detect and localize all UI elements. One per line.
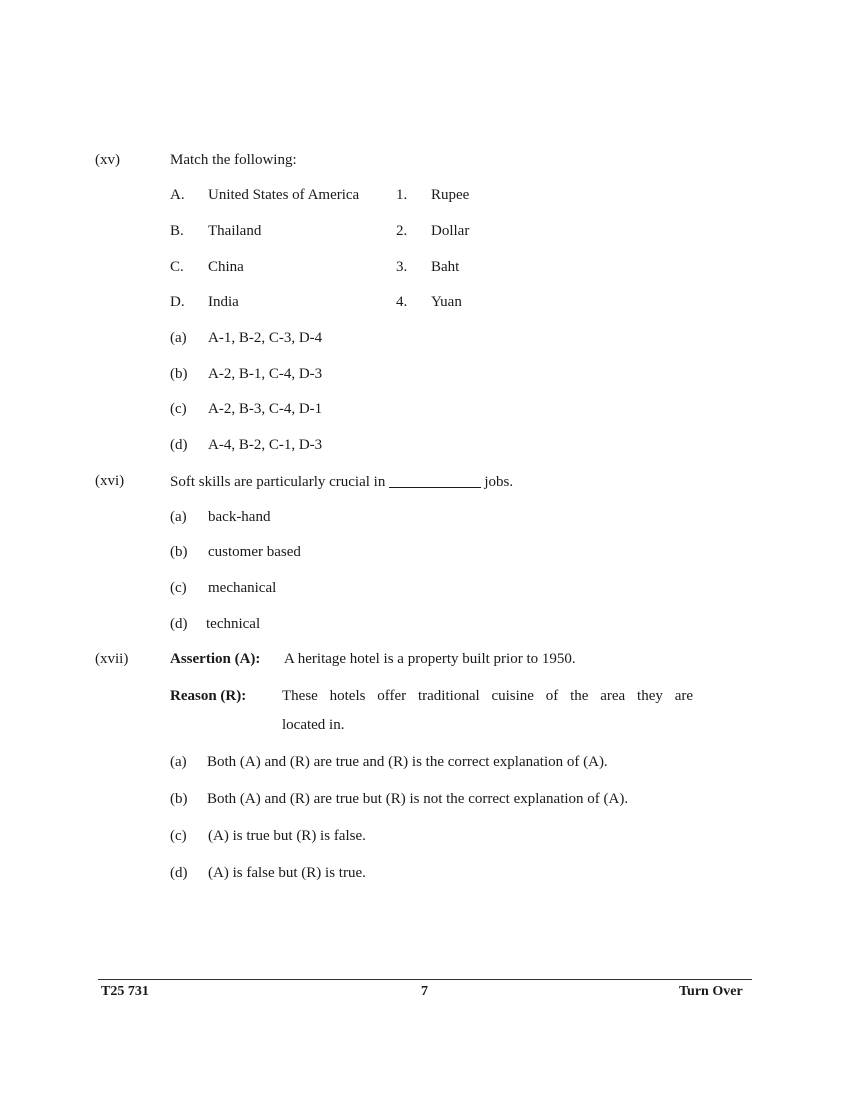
match-left-text: United States of America (208, 187, 360, 203)
match-left-letter: D. (170, 294, 185, 310)
option-text: A-2, B-3, C-4, D-1 (208, 401, 323, 417)
stem-after-blank: jobs. (484, 474, 514, 490)
option-text: A-2, B-1, C-4, D-3 (208, 366, 323, 382)
option-text: Both (A) and (R) are true but (R) is not the correct explanation of (A). (207, 791, 629, 807)
reason-text-line-2: located in. (282, 717, 345, 733)
option-label: (a) (170, 509, 187, 525)
match-right-number: 1. (396, 187, 408, 203)
reason-label: Reason (R): (170, 688, 247, 704)
option-label: (a) (170, 754, 187, 770)
match-right-text: Rupee (431, 187, 470, 203)
option-label: (d) (170, 437, 188, 453)
option-label: (c) (170, 828, 187, 844)
question-stem: Match the following: (170, 152, 297, 168)
option-label: (d) (170, 616, 188, 632)
match-left-text: China (208, 259, 244, 275)
match-right-text: Yuan (431, 294, 462, 310)
match-left-text: India (208, 294, 239, 310)
option-text: Both (A) and (R) are true and (R) is the correct explanation of (A). (207, 754, 608, 770)
question-stem (170, 474, 513, 490)
option-text: back-hand (208, 509, 271, 525)
match-right-text: Dollar (431, 223, 470, 239)
option-text: technical (206, 616, 261, 632)
option-label: (d) (170, 865, 188, 881)
option-label: (b) (170, 791, 188, 807)
paper-code: T25 731 (101, 984, 149, 999)
fill-in-blank (389, 474, 481, 488)
question-number: (xv) (95, 152, 120, 168)
match-left-letter: C. (170, 259, 184, 275)
match-left-letter: A. (170, 187, 185, 203)
option-text: (A) is false but (R) is true. (208, 865, 366, 881)
assertion-label: Assertion (A): (170, 651, 261, 667)
reason-text-line-1: These hotels offer traditional cuisine of the area they are (282, 688, 693, 704)
option-text: A-1, B-2, C-3, D-4 (208, 330, 323, 346)
page-number: 7 (421, 984, 428, 999)
stem-before-blank: Soft skills are particularly crucial in (170, 474, 386, 490)
option-text: customer based (208, 544, 301, 560)
option-label: (b) (170, 544, 188, 560)
option-label: (b) (170, 366, 188, 382)
match-right-text: Baht (431, 259, 460, 275)
assertion-text: A heritage hotel is a property built prior to 1950. (284, 651, 576, 667)
footer-divider (98, 979, 752, 980)
option-label: (c) (170, 580, 187, 596)
option-text: (A) is true but (R) is false. (208, 828, 366, 844)
option-label: (a) (170, 330, 187, 346)
match-right-number: 4. (396, 294, 408, 310)
match-right-number: 2. (396, 223, 408, 239)
question-number: (xvi) (95, 473, 125, 489)
option-text: A-4, B-2, C-1, D-3 (208, 437, 323, 453)
turn-over-label: Turn Over (679, 984, 743, 999)
option-text: mechanical (208, 580, 277, 596)
option-label: (c) (170, 401, 187, 417)
question-number: (xvii) (95, 651, 129, 667)
match-left-letter: B. (170, 223, 184, 239)
match-left-text: Thailand (208, 223, 262, 239)
match-right-number: 3. (396, 259, 408, 275)
